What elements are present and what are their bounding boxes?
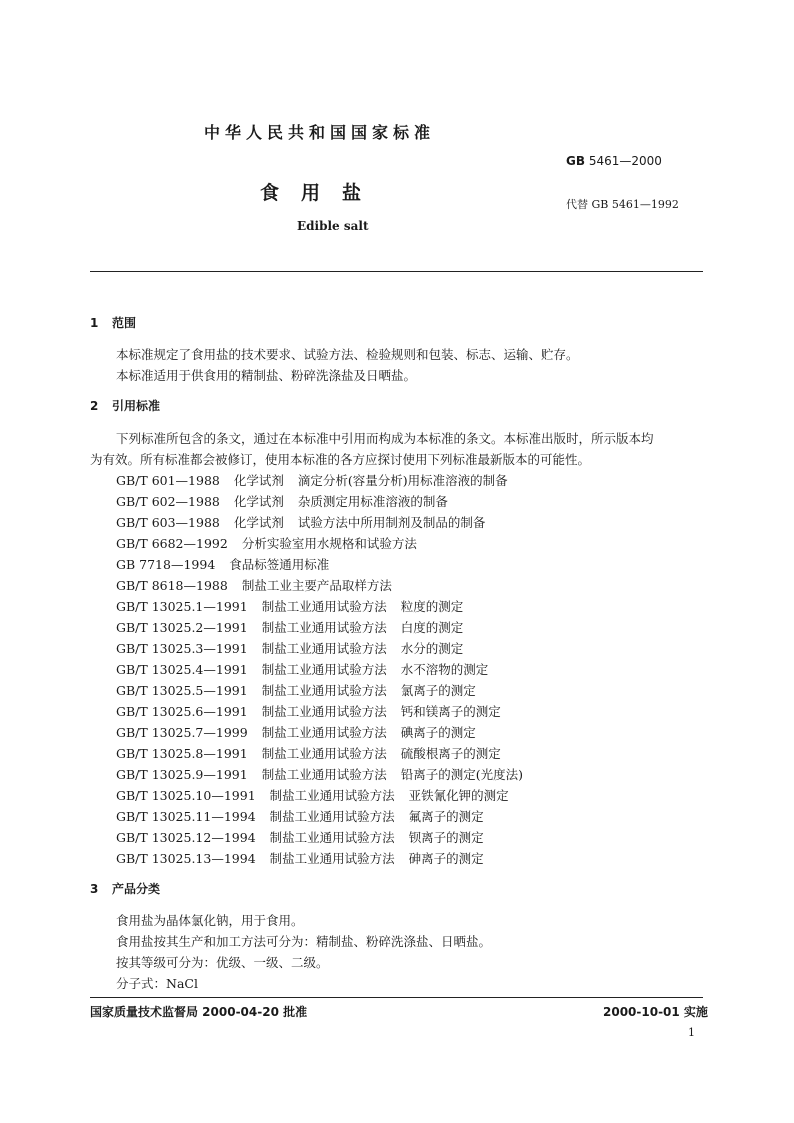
- reference-code: GB/T 13025.13—1994: [116, 851, 256, 866]
- reference-code: GB/T 602—1988: [116, 494, 220, 509]
- reference-code: GB/T 13025.6—1991: [116, 704, 248, 719]
- english-title: Edible salt: [297, 219, 369, 233]
- reference-code: GB/T 13025.1—1991: [116, 599, 248, 614]
- reference-title: 钡离子的测定: [408, 830, 484, 845]
- implementation-date: 2000-10-01 实施: [603, 1005, 708, 1019]
- reference-item: [116, 618, 463, 636]
- national-standard-heading: 中华人民共和国国家标准: [204, 123, 436, 142]
- reference-code: GB/T 13025.8—1991: [116, 746, 248, 761]
- reference-code: GB/T 13025.2—1991: [116, 620, 248, 635]
- reference-item: [116, 807, 484, 825]
- reference-category: 制盐工业通用试验方法: [261, 641, 387, 656]
- reference-code: GB/T 13025.12—1994: [116, 830, 256, 845]
- header-divider: [90, 271, 703, 272]
- reference-code: GB/T 603—1988: [116, 515, 220, 530]
- section-3-paragraph-3: 按其等级可分为：优级、一级、二级。: [116, 955, 329, 970]
- reference-code: GB/T 13025.7—1999: [116, 725, 248, 740]
- reference-item: [116, 534, 417, 552]
- section-3-paragraph-2: 食用盐按其生产和加工方法可分为：精制盐、粉碎洗涤盐、日晒盐。: [116, 934, 492, 949]
- reference-code: GB/T 13025.11—1994: [116, 809, 256, 824]
- reference-code: GB 7718—1994: [116, 557, 216, 572]
- reference-item: [116, 555, 329, 573]
- reference-title: 分析实验室用水规格和试验方法: [241, 536, 417, 551]
- reference-category: 化学试剂: [233, 515, 284, 530]
- section-2-paragraph-2: 为有效。所有标准都会被修订，使用本标准的各方应探讨使用下列标准最新版本的可能性。: [90, 452, 591, 467]
- reference-code: GB/T 6682—1992: [116, 536, 228, 551]
- reference-item: [116, 660, 488, 678]
- reference-item: [116, 702, 501, 720]
- reference-code: GB/T 13025.5—1991: [116, 683, 248, 698]
- reference-category: 制盐工业通用试验方法: [269, 830, 395, 845]
- reference-item: [116, 576, 392, 594]
- reference-category: 制盐工业通用试验方法: [269, 788, 395, 803]
- reference-title: 氯离子的测定: [400, 683, 476, 698]
- reference-title: 水分的测定: [400, 641, 464, 656]
- section-title: 范围: [112, 316, 137, 330]
- reference-item: [116, 723, 476, 741]
- section-title: 产品分类: [112, 882, 161, 896]
- reference-title: 杂质测定用标准溶液的制备: [297, 494, 448, 509]
- reference-code: GB/T 13025.9—1991: [116, 767, 248, 782]
- reference-title: 氟离子的测定: [408, 809, 484, 824]
- reference-item: [116, 639, 463, 657]
- reference-category: 制盐工业通用试验方法: [261, 620, 387, 635]
- reference-code: GB/T 13025.4—1991: [116, 662, 248, 677]
- section-1-paragraph-2: 本标准适用于供食用的精制盐、粉碎洗涤盐及日晒盐。: [116, 368, 417, 383]
- standard-number-value: 5461—2000: [588, 154, 662, 168]
- reference-item: [116, 681, 476, 699]
- section-title: 引用标准: [112, 399, 161, 413]
- reference-code: GB/T 13025.3—1991: [116, 641, 248, 656]
- reference-title: 试验方法中所用制剂及制品的制备: [297, 515, 486, 530]
- reference-category: 制盐工业通用试验方法: [269, 809, 395, 824]
- reference-title: 铅离子的测定(光度法): [400, 767, 523, 782]
- section-3-heading: [90, 880, 160, 897]
- section-3-paragraph-1: 食用盐为晶体氯化钠，用于食用。: [116, 913, 304, 928]
- reference-item: [116, 828, 484, 846]
- section-3-paragraph-4: 分子式：NaCl: [116, 976, 198, 991]
- reference-item: [116, 597, 463, 615]
- reference-category: 制盐工业通用试验方法: [261, 725, 387, 740]
- section-2-paragraph-1: 下列标准所包含的条文，通过在本标准中引用而构成为本标准的条文。本标准出版时，所示版本均: [116, 431, 654, 446]
- reference-category: 制盐工业通用试验方法: [261, 599, 387, 614]
- reference-item: [116, 786, 509, 804]
- reference-item: [116, 513, 485, 531]
- section-1-paragraph-1: 本标准规定了食用盐的技术要求、试验方法、检验规则和包装、标志、运输、贮存。: [116, 347, 579, 362]
- section-1-heading: [90, 314, 136, 331]
- reference-category: 制盐工业通用试验方法: [261, 767, 387, 782]
- reference-item: [116, 744, 501, 762]
- footer-divider: [90, 997, 703, 998]
- reference-title: 硫酸根离子的测定: [400, 746, 501, 761]
- approval-note: 国家质量技术监督局 2000-04-20 批准: [90, 1005, 308, 1019]
- reference-title: 砷离子的测定: [408, 851, 484, 866]
- standard-number: [566, 154, 662, 168]
- reference-title: 白度的测定: [400, 620, 464, 635]
- reference-category: 制盐工业通用试验方法: [261, 662, 387, 677]
- standard-prefix: GB: [566, 154, 585, 168]
- section-number: 3: [90, 882, 99, 896]
- reference-category: 制盐工业通用试验方法: [261, 683, 387, 698]
- reference-title: 水不溶物的测定: [400, 662, 489, 677]
- reference-title: 食品标签通用标准: [229, 557, 330, 572]
- page-number: 1: [688, 1026, 695, 1039]
- replaces-standard: 代替 GB 5461—1992: [566, 198, 679, 211]
- reference-code: GB/T 601—1988: [116, 473, 220, 488]
- reference-title: 钙和镁离子的测定: [400, 704, 501, 719]
- reference-code: GB/T 13025.10—1991: [116, 788, 256, 803]
- reference-item: [116, 471, 508, 489]
- reference-item: [116, 492, 448, 510]
- reference-item: [116, 849, 484, 867]
- section-number: 1: [90, 316, 99, 330]
- reference-title: 制盐工业主要产品取样方法: [241, 578, 392, 593]
- reference-category: 化学试剂: [233, 473, 284, 488]
- reference-category: 化学试剂: [233, 494, 284, 509]
- reference-title: 粒度的测定: [400, 599, 464, 614]
- reference-title: 滴定分析(容量分析)用标准溶液的制备: [297, 473, 508, 488]
- reference-title: 亚铁氰化钾的测定: [408, 788, 509, 803]
- reference-code: GB/T 8618—1988: [116, 578, 228, 593]
- reference-category: 制盐工业通用试验方法: [261, 746, 387, 761]
- reference-category: 制盐工业通用试验方法: [269, 851, 395, 866]
- section-number: 2: [90, 399, 99, 413]
- reference-title: 碘离子的测定: [400, 725, 476, 740]
- section-2-heading: [90, 397, 160, 414]
- document-title: 食用盐: [260, 182, 384, 204]
- reference-item: [116, 765, 523, 783]
- reference-category: 制盐工业通用试验方法: [261, 704, 387, 719]
